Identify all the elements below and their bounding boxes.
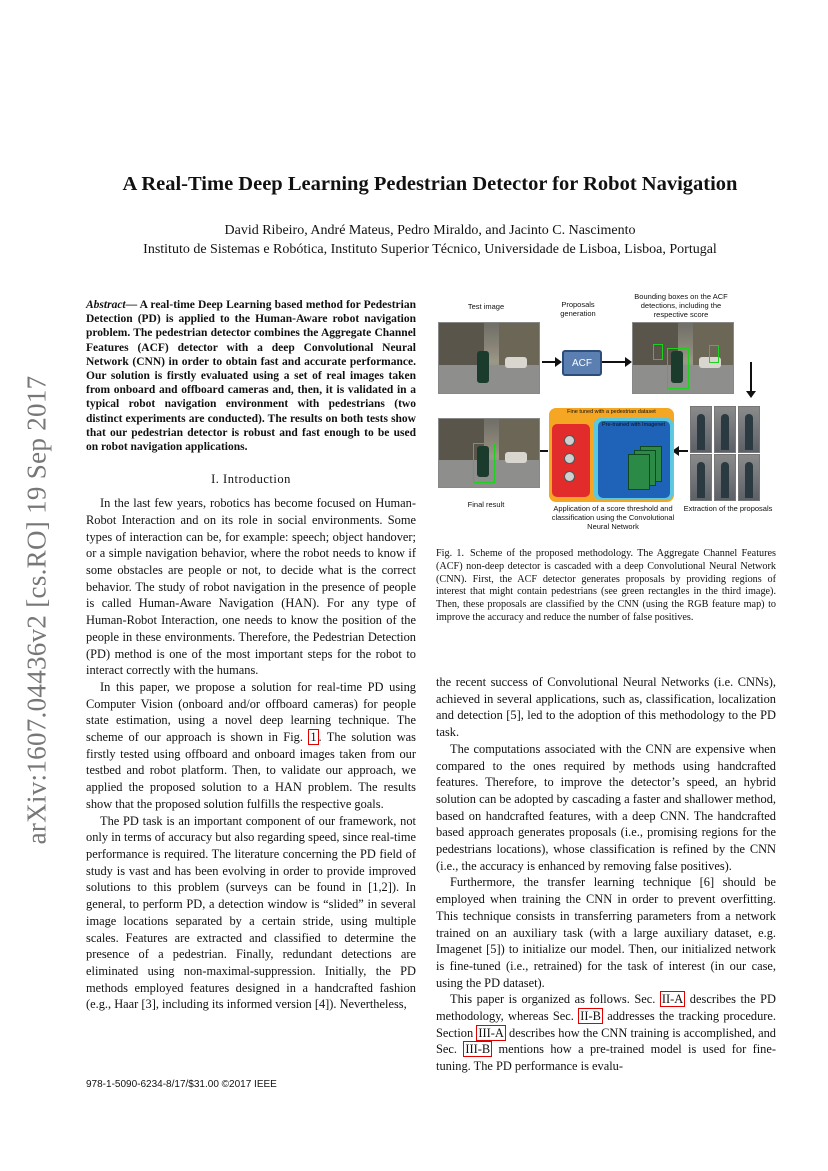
section-ref-link[interactable]: II-B xyxy=(580,1009,601,1024)
intro-paragraph-1: In the last few years, robotics has become focused on Human-Robot Interaction and on its role in social environments. Some types of interaction can be, for example: speech; object handover; or a simple navigation behavior, where the robot needs to know if some obstacles are people or not, to decide what is the correct behavior. The study of robot navigation in the presence of people is called Human-Aware Navigation (HAN). For any type of Human-Robot Interaction, one needs to know the position of the people in these environments. Therefore, the Pedestrian Detection (PD) method is one of the most important steps for the robot to interact correctly with the humans. xyxy=(86,496,416,678)
arrow-right-1 xyxy=(542,361,556,363)
paper-title: A Real-Time Deep Learning Pedestrian Detector for Robot Navigation xyxy=(122,173,738,195)
right-paragraph-3: Furthermore, the transfer learning technique [6] should be employed when training the CNN in order to prevent overfitting. This technique consists in transferring parameters from a network trained on an auxiliary task (with a large auxiliary dataset, e.g. Imagenet [5]) to initialize our model. Then, our initialized network is fine-tuned (i.e., retrained) for the task of interest (in our case, using the PD dataset). xyxy=(436,875,776,990)
proposal-thumb xyxy=(738,406,760,453)
intro-paragraph-3: The PD task is an important component of our framework, not only in terms of accuracy but also regarding speed, since real-time performance is required. The literature concerning the PD field of study is vast and has been evolving in order to provide improved solutions to this problem (surveys can be found in [1,2]). In general, to perform PD, a detection window is “slided” in several image locations separated by a certain stride, using multiple scales. Features are extracted and classified to determine the presence of a pedestrian. Finally, redundant detections are eliminated using non-maximal-suppression. Initially, the PD methods employed features designed in a handcrafted fashion (e.g., Haar [3], including its informed version [4]). Nevertheless, xyxy=(86,813,416,1012)
affiliation: Instituto de Sistemas e Robótica, Instituto Superior Técnico, Universidade de Lisboa, Lisboa, Portugal xyxy=(143,242,717,257)
right-column xyxy=(436,674,776,1075)
right-paragraph-4: This paper is organized as follows. Sec. II-A describes the PD methodology, whereas Sec. II-B addresses the tracking procedure. Section III-A describes how the CNN training is accomplished, and Sec. III-B mentions how a pre-trained model is used for fine-tuning. The PD performance is evalu- xyxy=(436,992,776,1074)
right-paragraph-2: The computations associated with the CNN are expensive when compared to the ones required by methods using handcrafted features. Therefore, to improve the detector’s speed, an hybrid solution can be adopted by cascading a faster and shallower method, based on handcrafted features, with a deep CNN. The handcrafted based approach generates proposals (i.e., promising regions for the pedestrians locations), whose classification is refined by the CNN (i.e., the accuracy is enhanced by removing false positives). xyxy=(436,741,776,873)
figure-1 xyxy=(436,290,776,530)
label-extraction: Extraction of the proposals xyxy=(683,504,773,513)
cnn-outer-title: Fine tuned with a pedestrian dataset xyxy=(567,409,656,415)
caption-text: Scheme of the proposed methodology. The Aggregate Channel Features (ACF) non-deep detector is cascaded with a deep Convolutional Neural Network (CNN). First, the ACF detector generates proposals by providing regions of interest that might contain pedestrians (see green rectangles in the third image). Then, these proposals are classified by the CNN (using the RGB feature map) to improve the accuracy and reduce the number of false positives. xyxy=(436,548,777,623)
proposal-thumb xyxy=(714,406,736,453)
label-final-result: Final result xyxy=(467,500,505,509)
label-bounding-boxes: Bounding boxes on the ACF detections, including the respective score xyxy=(634,292,728,319)
fig-ref-link[interactable]: 1 xyxy=(310,730,317,745)
section-ref-link[interactable]: II-A xyxy=(661,992,684,1007)
section-ref-link[interactable]: III-B xyxy=(465,1042,491,1057)
acf-block: ACF xyxy=(562,350,602,376)
abstract-text: — A real-time Deep Learning based method for Pedestrian Detection (PD) is applied to the Human-Aware robot navigation problem. The pedestrian detector combines the Aggregate Channel Features (ACF) detector with a deep Convolutional Neural Network (CNN) in order to obtain fast and accurate performance. Our solution is firstly evaluated using a set of real images taken from onboard and offboard cameras and, then, it is validated in a typical robot navigation environment with pedestrians (two distinct experiments are conducted). The results on both tests show that our pedestrian detector is robust and fast enough to be used on robot navigation applications. xyxy=(86,299,416,454)
copyright-footer: 978-1-5090-6234-8/17/$31.00 ©2017 IEEE xyxy=(86,1079,277,1090)
figure-caption xyxy=(436,548,776,625)
abstract-label: Abstract xyxy=(86,299,126,311)
proposal-thumb xyxy=(738,454,760,501)
arxiv-stamp: arXiv:1607.04436v2 [cs.RO] 19 Sep 2017 xyxy=(21,375,52,845)
section-heading: I. Introduction xyxy=(211,472,291,487)
authors: David Ribeiro, André Mateus, Pedro Miraldo, and Jacinto C. Nascimento xyxy=(224,223,636,238)
proposal-thumb xyxy=(690,406,712,453)
label-test-image: Test image xyxy=(467,302,505,311)
test-image-photo xyxy=(438,322,540,394)
section-ref-link[interactable]: III-A xyxy=(478,1025,504,1040)
abstract xyxy=(86,298,416,454)
label-proposals: Proposals generation xyxy=(560,300,596,318)
caption-label: Fig. 1. xyxy=(436,548,465,559)
cnn-inner-title: Pre-trained with Imagenet xyxy=(602,422,665,428)
right-paragraph-1: the recent success of Convolutional Neural Networks (i.e. CNNs), achieved in several applications, such as, classification, localization and detection [5], led to the adoption of this methodology to the PD task. xyxy=(436,675,776,740)
intro-paragraph-2: In this paper, we propose a solution for real-time PD using Computer Vision (onboard and/or offboard cameras) for people state estimation, using a novel deep learning technique. The scheme of our approach is shown in Fig. 1 . The solution was firstly tested using offboard and onboard images taken from our testbed and robot platform. Then, to validate our approach, we applied the proposed solution to a HAN problem. The results show that the proposed solution fulfills the respective goals. xyxy=(86,679,416,811)
left-column xyxy=(86,298,416,1013)
arrow-down xyxy=(750,362,752,392)
final-result-photo xyxy=(438,418,540,488)
label-application: Application of a score threshold and classification using the Convolutional Neural Network xyxy=(551,504,675,531)
proposal-thumb xyxy=(714,454,736,501)
arrow-left-1 xyxy=(678,450,688,452)
arrow-right-2 xyxy=(602,361,626,363)
proposal-thumb xyxy=(690,454,712,501)
bounding-boxes-photo xyxy=(632,322,734,394)
